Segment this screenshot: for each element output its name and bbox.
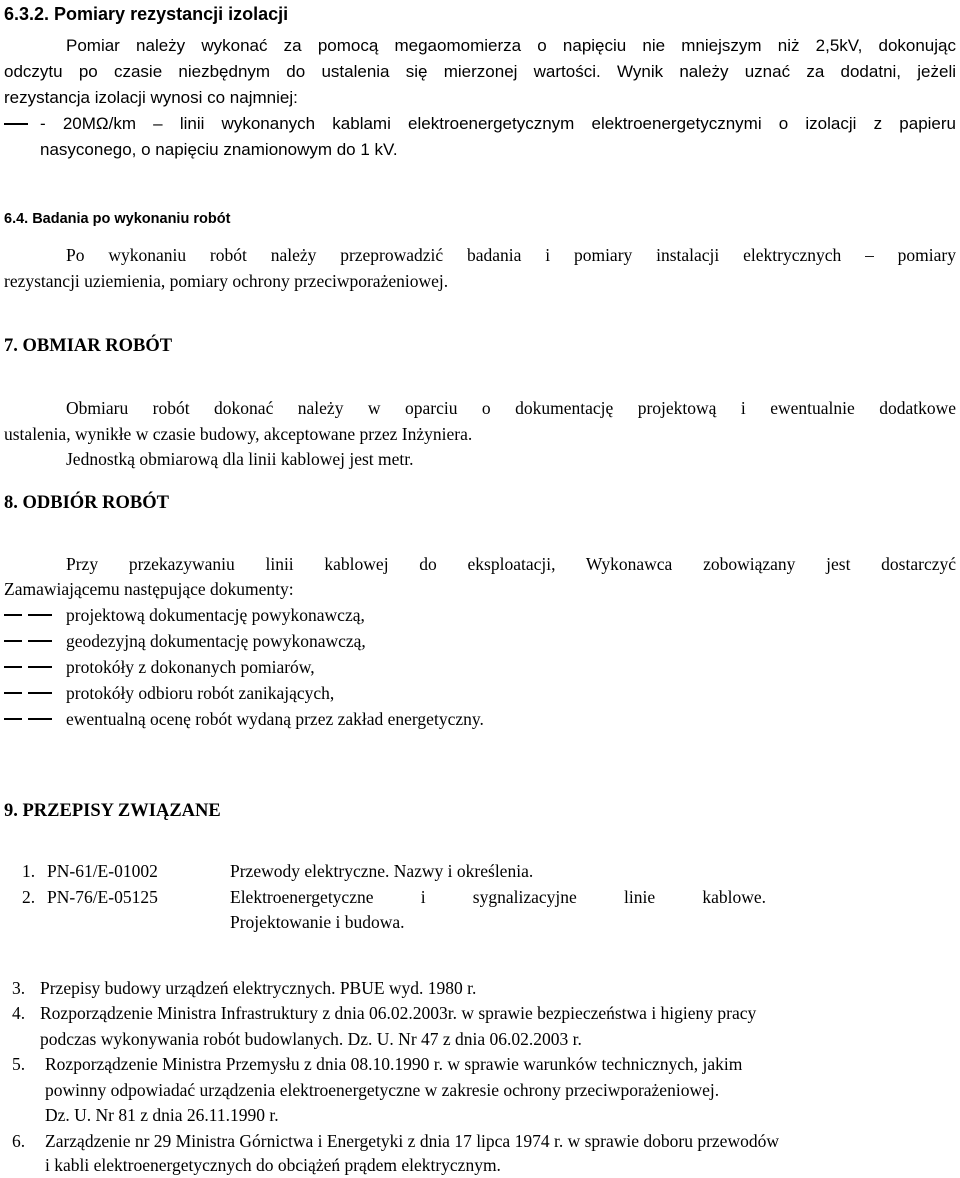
paragraph-line: Jednostką obmiarową dla linii kablowej jest metr. xyxy=(66,449,414,469)
section-heading-9: 9. PRZEPISY ZWIĄZANE xyxy=(4,801,221,821)
dash-bullet xyxy=(28,692,52,694)
reference-text: Rozporządzenie Ministra Przemysłu z dnia 08.10.1990 r. w sprawie warunków technicznych, jakim xyxy=(45,1054,743,1074)
paragraph-line: Obmiaru robót dokonać należy w oparciu o dokumentację projektową i ewentualnie dodatkowe xyxy=(66,398,956,418)
section-heading-6-4: 6.4. Badania po wykonaniu robót xyxy=(4,211,231,227)
reference-text: Rozporządzenie Ministra Infrastruktury z dnia 06.02.2003r. w sprawie bezpieczeństwa i higieny pracy xyxy=(40,1003,757,1023)
dash-bullet xyxy=(28,718,52,720)
dash-bullet xyxy=(4,614,22,616)
dash-bullet xyxy=(28,640,52,642)
dash-bullet xyxy=(4,718,22,720)
reference-number: 5. xyxy=(12,1054,26,1074)
reference-text: powinny odpowiadać urządzenia elektroenergetyczne w zakresie ochrony przeciwporażeniowej. xyxy=(45,1080,720,1100)
section-heading-7: 7. OBMIAR ROBÓT xyxy=(4,336,173,356)
reference-number: 3. xyxy=(12,978,26,998)
list-item: projektową dokumentację powykonawczą, xyxy=(66,605,365,625)
reference-title: Przewody elektryczne. Nazwy i określenia. xyxy=(230,861,534,881)
dash-bullet xyxy=(28,614,52,616)
dash-bullet xyxy=(4,123,28,125)
paragraph-line: Pomiar należy wykonać za pomocą megaomomierza o napięciu nie mniejszym niż 2,5kV, dokonując xyxy=(66,36,956,55)
paragraph-line: - 20MΩ/km – linii wykonanych kablami elektroenergetycznym elektroenergetycznymi o izolacji z papieru xyxy=(40,114,956,133)
list-item: geodezyjną dokumentację powykonawczą, xyxy=(66,631,366,651)
list-item: protokóły z dokonanych pomiarów, xyxy=(66,657,315,677)
reference-text: Zarządzenie nr 29 Ministra Górnictwa i Energetyki z dnia 17 lipca 1974 r. w sprawie doboru przewodów xyxy=(45,1131,779,1151)
reference-title: Projektowanie i budowa. xyxy=(230,912,405,932)
reference-text: i kabli elektroenergetycznych do obciążeń prądem elektrycznym. xyxy=(45,1155,501,1175)
dash-bullet xyxy=(4,692,22,694)
list-item: ewentualną ocenę robót wydaną przez zakład energetyczny. xyxy=(66,709,484,729)
reference-text: Dz. U. Nr 81 z dnia 26.11.1990 r. xyxy=(45,1105,279,1125)
reference-title: Elektroenergetyczne i sygnalizacyjne linie kablowe. xyxy=(230,887,766,907)
reference-code: PN-61/E-01002 xyxy=(47,861,158,881)
reference-number: 2. xyxy=(22,887,36,907)
dash-bullet xyxy=(4,666,22,668)
dash-bullet xyxy=(28,666,52,668)
dash-bullet xyxy=(4,640,22,642)
reference-number: 1. xyxy=(22,861,36,881)
paragraph-line: rezystancji uziemienia, pomiary ochrony przeciwporażeniowej. xyxy=(4,271,449,291)
paragraph-line: Zamawiającemu następujące dokumenty: xyxy=(4,579,294,599)
paragraph-line: nasyconego, o napięciu znamionowym do 1 kV. xyxy=(40,140,398,159)
reference-text: Przepisy budowy urządzeń elektrycznych. PBUE wyd. 1980 r. xyxy=(40,978,477,998)
paragraph-line: ustalenia, wynikłe w czasie budowy, akceptowane przez Inżyniera. xyxy=(4,424,473,444)
paragraph-line: Przy przekazywaniu linii kablowej do eksploatacji, Wykonawca zobowiązany jest dostarczyć xyxy=(66,554,956,574)
section-heading-8: 8. ODBIÓR ROBÓT xyxy=(4,493,169,513)
reference-text: podczas wykonywania robót budowlanych. Dz. U. Nr 47 z dnia 06.02.2003 r. xyxy=(40,1029,582,1049)
paragraph-line: Po wykonaniu robót należy przeprowadzić badania i pomiary instalacji elektrycznych – pomiary xyxy=(66,245,956,265)
reference-number: 6. xyxy=(12,1131,26,1151)
list-item: protokóły odbioru robót zanikających, xyxy=(66,683,335,703)
paragraph-line: odczytu po czasie niezbędnym do ustalenia się mierzonej wartości. Wynik należy uznać za dodatni, jeżeli xyxy=(4,62,956,81)
section-heading-6-3-2: 6.3.2. Pomiary rezystancji izolacji xyxy=(4,4,289,24)
paragraph-line: rezystancja izolacji wynosi co najmniej: xyxy=(4,88,298,107)
reference-number: 4. xyxy=(12,1003,26,1023)
reference-code: PN-76/E-05125 xyxy=(47,887,158,907)
